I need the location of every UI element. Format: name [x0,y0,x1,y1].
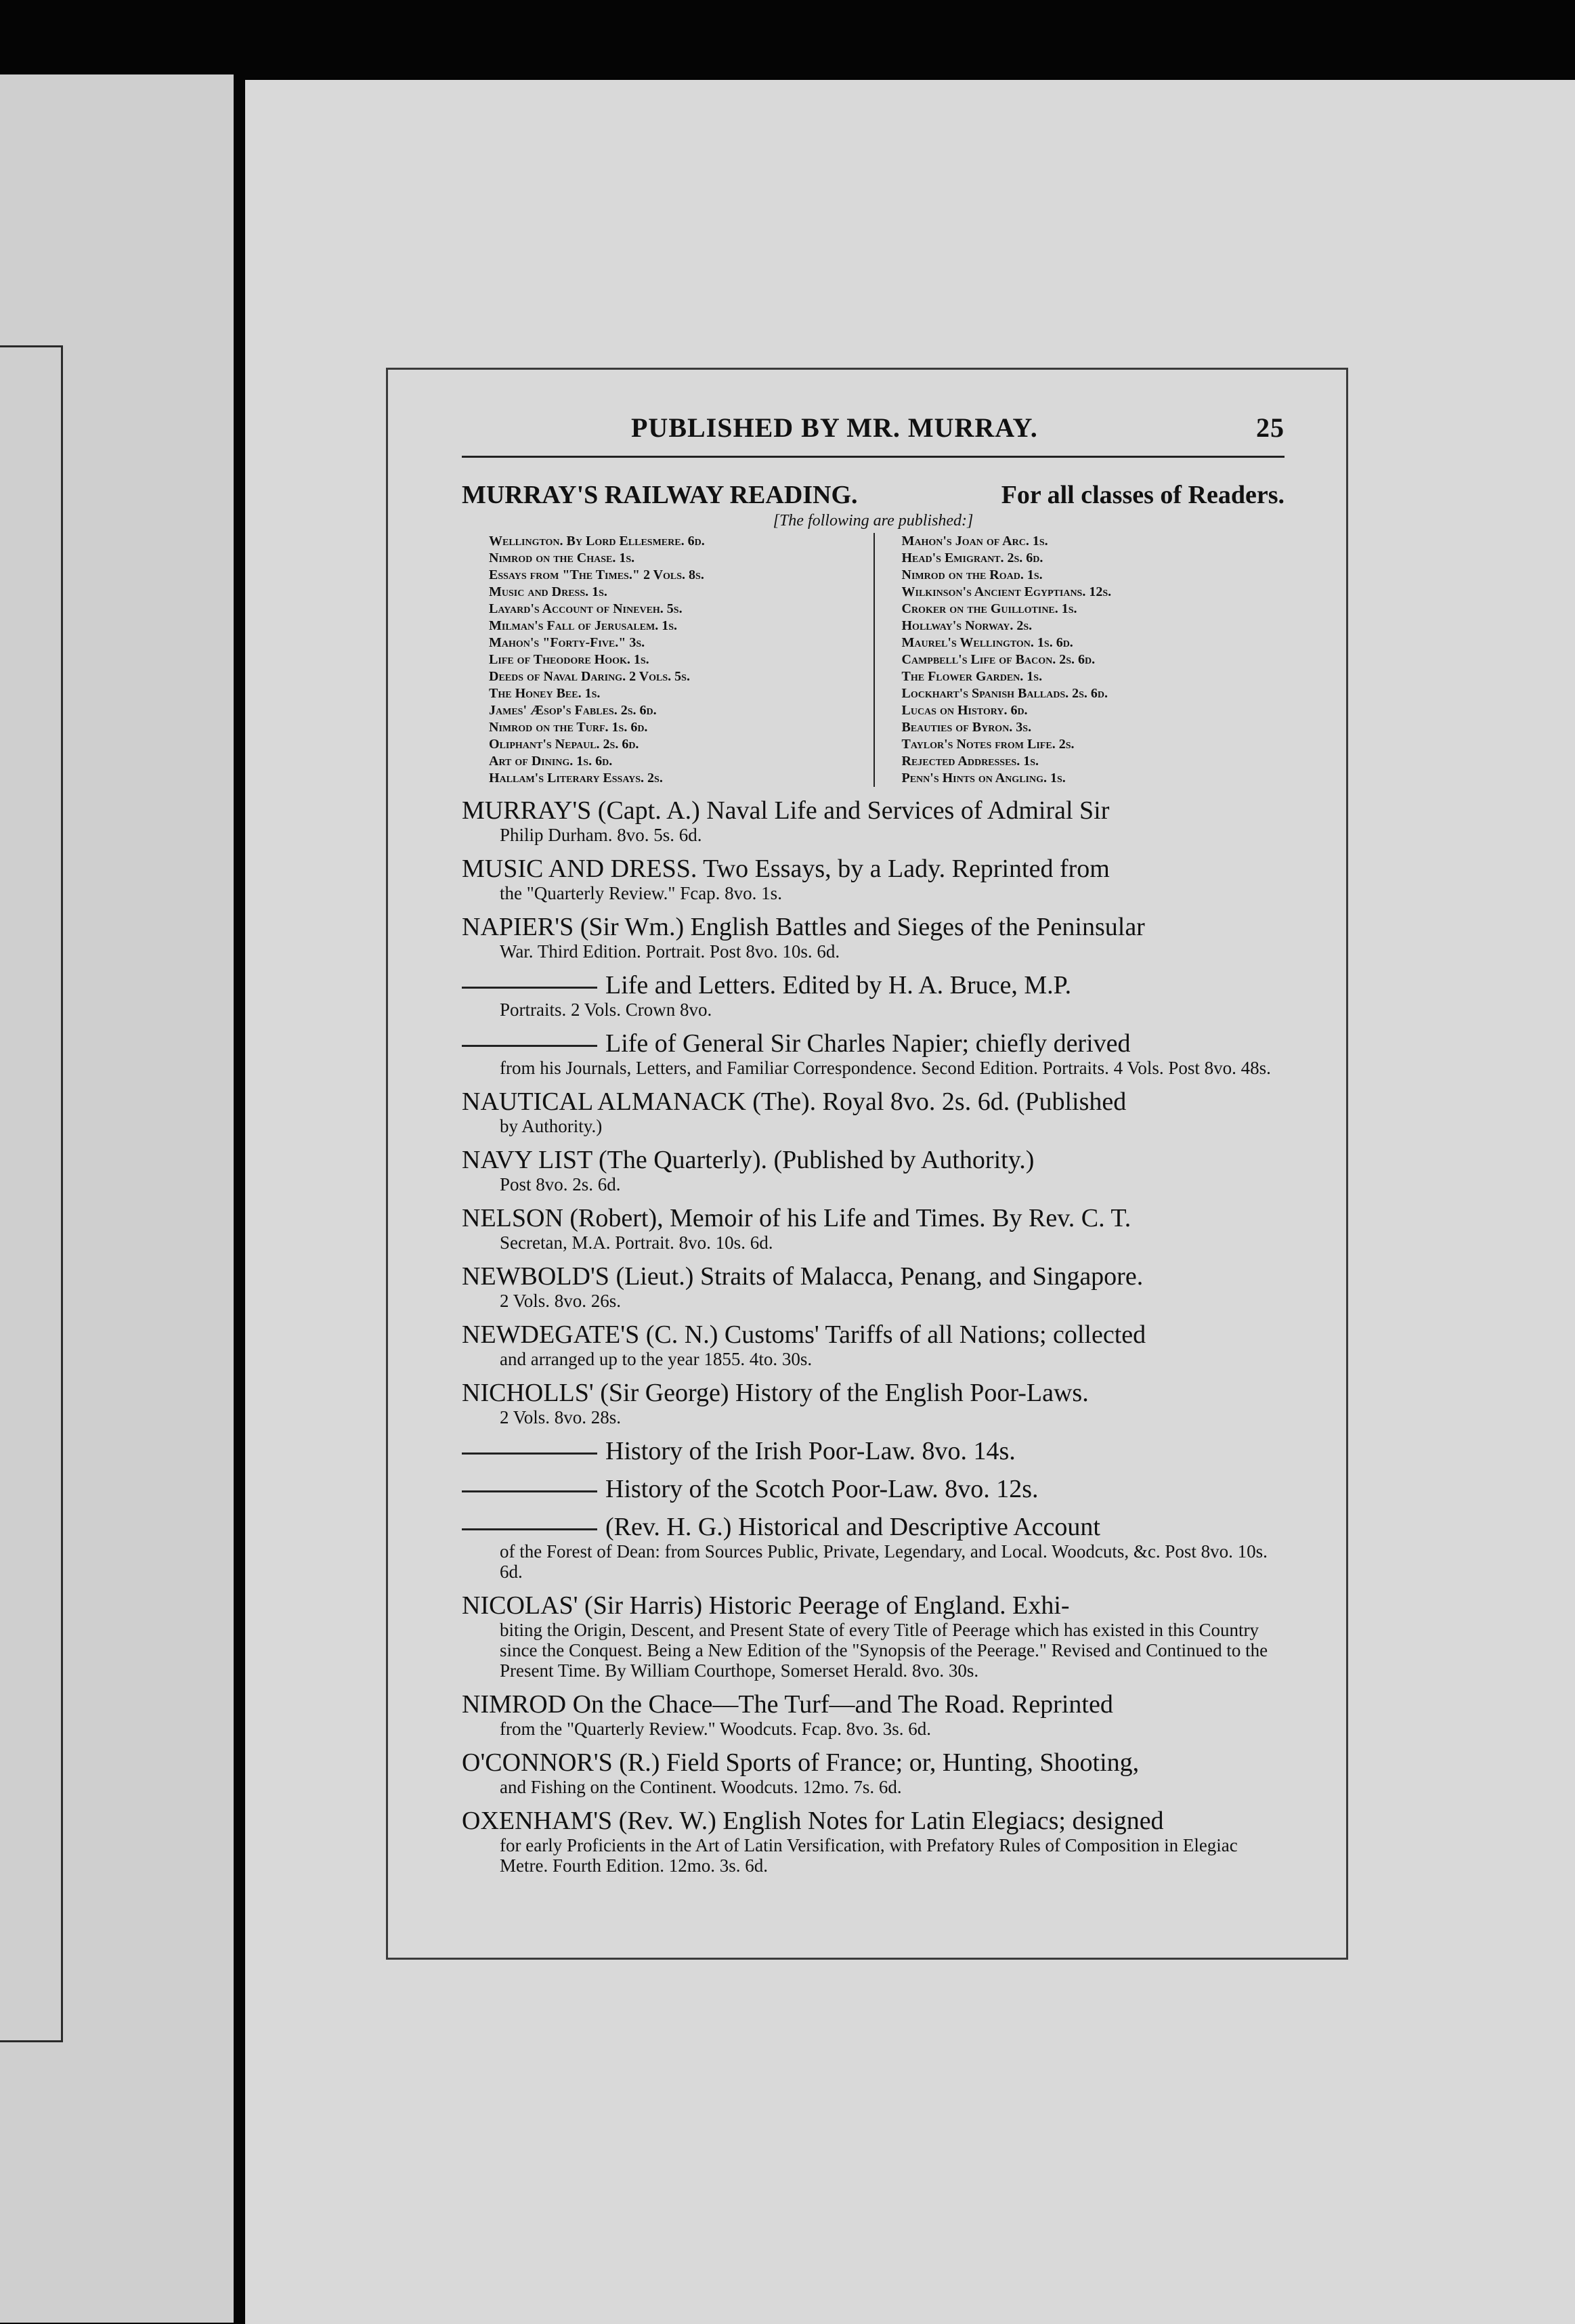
railway-section [462,481,1285,787]
entry-title-line [462,1088,1285,1116]
entry-title: NELSON (Robert), Memoir of his Life and Times. By Rev. C. T. [462,1204,1131,1232]
entry-details: 2 Vols. 8vo. 28s. [500,1407,622,1427]
entry-title-line [462,1379,1285,1407]
entry-title-line [462,1690,1285,1719]
entry-title-line [462,971,1285,999]
left-page-border [0,345,63,2042]
railway-list-item: Head's Emigrant. 2s. 6d. [901,551,1043,565]
railway-list-item: Life of Theodore Hook. 1s. [489,652,649,667]
entry-details: War. Third Edition. Portrait. Post 8vo. 10s. 6d. [500,941,840,962]
entry-details: the "Quarterly Review." Fcap. 8vo. 1s. [500,883,782,903]
railway-list-item: Layard's Account of Nineveh. 5s. [489,601,683,616]
railway-list-item: Nimrod on the Road. 1s. [901,567,1043,582]
railway-title-line [462,481,1285,509]
railway-list-left [462,533,873,787]
entry-title: NAPIER'S (Sir Wm.) English Battles and Sieges of the Peninsular [462,913,1145,941]
entry-title: NICOLAS' (Sir Harris) Historic Peerage of England. Exhi- [462,1591,1070,1620]
catalogue-entry [462,855,1285,903]
entry-title-line [462,855,1285,883]
entry-details: Secretan, M.A. Portrait. 8vo. 10s. 6d. [500,1232,773,1253]
ditto-rule [462,1528,597,1530]
catalogue-entry [462,1379,1285,1427]
entry-title-line [462,1591,1285,1620]
railway-list-item: Nimrod on the Turf. 1s. 6d. [489,720,648,735]
railway-list-item: Taylor's Notes from Life. 2s. [901,737,1075,752]
railway-list-item: Wellington. By Lord Ellesmere. 6d. [489,534,705,548]
entry-title: O'CONNOR'S (R.) Field Sports of France; or, Hunting, Shooting, [462,1748,1140,1777]
entry-title: NAVY LIST (The Quarterly). (Published by Authority.) [462,1146,1035,1174]
railway-list-item: The Flower Garden. 1s. [901,669,1043,684]
entry-title-line [462,1437,1285,1465]
entry-details: and Fishing on the Continent. Woodcuts. 12mo. 7s. 6d. [500,1777,902,1797]
catalogue-entry [462,1591,1285,1681]
catalogue-entry [462,1475,1285,1503]
catalogue-entry [462,1146,1285,1195]
railway-list-item: Wilkinson's Ancient Egyptians. 12s. [901,584,1112,599]
railway-list-item: Mahon's "Forty-Five." 3s. [489,635,645,650]
entry-title: Life and Letters. Edited by H. A. Bruce, M.P. [605,971,1072,999]
railway-list-item: The Honey Bee. 1s. [489,686,601,701]
entry-details: of the Forest of Dean: from Sources Public, Private, Legendary, and Local. Woodcuts, &c. Post 8vo. 10s. 6d. [500,1541,1268,1582]
catalogue-entry [462,913,1285,962]
railway-list-item: Beauties of Byron. 3s. [901,720,1032,735]
entry-title: NEWDEGATE'S (C. N.) Customs' Tariffs of all Nations; collected [462,1320,1146,1349]
ditto-rule [462,987,597,989]
entry-title: NEWBOLD'S (Lieut.) Straits of Malacca, Penang, and Singapore. [462,1262,1144,1291]
railway-list-item: Milman's Fall of Jerusalem. 1s. [489,618,678,633]
entry-title-line [462,913,1285,941]
railway-list [462,533,1285,787]
entry-title: OXENHAM'S (Rev. W.) English Notes for Latin Elegiacs; designed [462,1807,1164,1835]
entry-details: for early Proficients in the Art of Latin Versification, with Prefatory Rules of Composition in Elegiac Metre. Fourth Edition. 12mo. 3s. 6d. [500,1835,1238,1876]
entry-title: NAUTICAL ALMANACK (The). Royal 8vo. 2s. 6d. (Published [462,1088,1127,1116]
railway-subtitle: For all classes of Readers. [1001,481,1285,509]
entry-details: from his Journals, Letters, and Familiar Correspondence. Second Edition. Portraits. 4 Vols. Post 8vo. 48s. [500,1058,1271,1078]
railway-list-item: Hollway's Norway. 2s. [901,618,1033,633]
entry-details: Post 8vo. 2s. 6d. [500,1174,621,1195]
catalogue-entry [462,1320,1285,1369]
page-number: 25 [1256,412,1285,443]
ditto-rule [462,1045,597,1047]
entry-details: Philip Durham. 8vo. 5s. 6d. [500,825,702,845]
railway-note: [The following are published:] [773,512,974,530]
header-title: PUBLISHED BY MR. MURRAY. [631,412,1038,443]
entry-details: Portraits. 2 Vols. Crown 8vo. [500,999,712,1020]
railway-list-item: Art of Dining. 1s. 6d. [489,754,613,769]
catalogue-entry [462,1262,1285,1311]
entry-title-line [462,1475,1285,1503]
railway-list-item: James' Æsop's Fables. 2s. 6d. [489,703,657,718]
catalogue-entry [462,1088,1285,1136]
entry-title: History of the Irish Poor-Law. 8vo. 14s. [605,1437,1016,1465]
railway-list-item: Mahon's Joan of Arc. 1s. [901,534,1048,548]
catalogue-entry [462,1204,1285,1253]
catalogue-entry [462,1513,1285,1582]
railway-list-item: Hallam's Literary Essays. 2s. [489,771,663,786]
entry-title: History of the Scotch Poor-Law. 8vo. 12s. [605,1475,1039,1503]
railway-list-item: Rejected Addresses. 1s. [901,754,1039,769]
left-page-edge [0,74,234,2323]
catalogue-entry [462,1029,1285,1078]
entry-title-line [462,1029,1285,1058]
entry-title-line [462,1320,1285,1349]
entry-title-line [462,1513,1285,1541]
railway-list-item: Penn's Hints on Angling. 1s. [901,771,1066,786]
entry-title: NICHOLLS' (Sir George) History of the English Poor-Laws. [462,1379,1089,1407]
entry-title: Life of General Sir Charles Napier; chiefly derived [605,1029,1131,1058]
railway-list-right [873,533,1285,787]
railway-list-item: Nimrod on the Chase. 1s. [489,551,635,565]
entry-details: biting the Origin, Descent, and Present State of every Title of Peerage which has existed in this Country since the Conquest. Being a New Edition of the "Synopsis of the Peerage." Revised and Continued to the Present Time. By William Courthope, Somerset Herald. 8vo. 30s. [500,1620,1268,1681]
entry-title: (Rev. H. G.) Historical and Descriptive Account [605,1513,1100,1541]
catalogue-entry [462,1437,1285,1465]
railway-list-item: Campbell's Life of Bacon. 2s. 6d. [901,652,1096,667]
catalogue-entry [462,1690,1285,1739]
entry-title-line [462,796,1285,825]
railway-list-item: Essays from "The Times." 2 Vols. 8s. [489,567,704,582]
entry-details: 2 Vols. 8vo. 26s. [500,1291,622,1311]
catalogue-entry [462,1807,1285,1876]
railway-list-item: Music and Dress. 1s. [489,584,607,599]
entry-details: by Authority.) [500,1116,603,1136]
catalogue-entry [462,796,1285,845]
catalogue-entry [462,1748,1285,1797]
railway-list-item: Deeds of Naval Daring. 2 Vols. 5s. [489,669,690,684]
ditto-rule [462,1452,597,1455]
catalogue-entry [462,971,1285,1020]
entry-title: MURRAY'S (Capt. A.) Naval Life and Services of Admiral Sir [462,796,1110,825]
entry-title-line [462,1748,1285,1777]
railway-list-item: Maurel's Wellington. 1s. 6d. [901,635,1073,650]
entry-title-line [462,1262,1285,1291]
running-header [462,412,1285,458]
railway-title: MURRAY'S RAILWAY READING. [462,481,858,509]
entry-details: and arranged up to the year 1855. 4to. 30s. [500,1349,813,1369]
ditto-rule [462,1490,597,1492]
railway-list-item: Croker on the Guillotine. 1s. [901,601,1077,616]
entry-title-line [462,1146,1285,1174]
entry-title-line [462,1807,1285,1835]
book-page [245,80,1575,2324]
railway-list-item: Oliphant's Nepaul. 2s. 6d. [489,737,639,752]
entry-title: MUSIC AND DRESS. Two Essays, by a Lady. Reprinted from [462,855,1110,883]
page-content [462,412,1285,1876]
entry-title: NIMROD On the Chace—The Turf—and The Road. Reprinted [462,1690,1113,1719]
entry-title-line [462,1204,1285,1232]
catalogue-entries [462,796,1285,1876]
railway-list-item: Lucas on History. 6d. [901,703,1028,718]
railway-list-item: Lockhart's Spanish Ballads. 2s. 6d. [901,686,1108,701]
entry-details: from the "Quarterly Review." Woodcuts. Fcap. 8vo. 3s. 6d. [500,1719,932,1739]
